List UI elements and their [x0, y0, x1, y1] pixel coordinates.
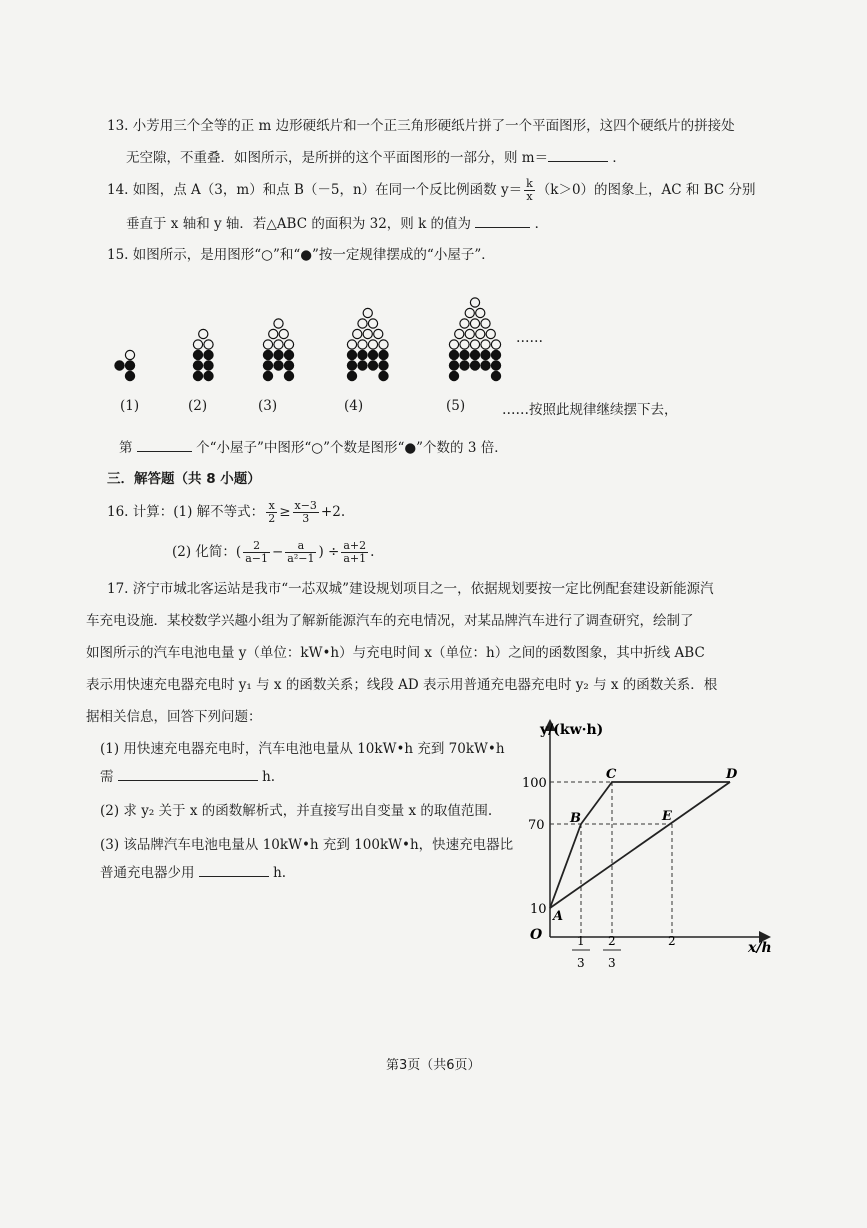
house-5-hollow-dot [470, 340, 479, 349]
q15-label-4: (4) [344, 398, 364, 414]
house-4-hollow-dot [374, 329, 383, 338]
house-3-solid-dot [263, 350, 272, 359]
house-1-solid-dot [115, 361, 124, 370]
q16-p1-frac2-den: 3 [302, 512, 310, 525]
house-5-hollow-dot [476, 308, 485, 317]
x-tick-1-3-num: 1 [577, 934, 585, 948]
house-5-hollow-dot [455, 329, 464, 338]
house-5-solid-dot [470, 350, 479, 359]
q16-p2-frac3-den: a+1 [343, 552, 367, 565]
point-E-label: E [662, 809, 672, 824]
house-4-hollow-dot [347, 340, 356, 349]
q16-p1-frac2-num: x−3 [294, 499, 317, 512]
q16-p2-end: . [370, 544, 375, 560]
q14-fraction [524, 178, 535, 203]
house-5-solid-dot [491, 361, 500, 370]
q16-p2-frac3-num: a+2 [343, 539, 367, 552]
q17-line4: 表示用快速充电器充电时 y₁ 与 x 的函数关系；线段 AD 表示用普通充电器充电时 y₂ 与 x 的函数关系．根 [86, 677, 718, 693]
point-C-label: C [606, 767, 617, 782]
house-4-solid-dot [368, 361, 377, 370]
house-5-hollow-dot [481, 319, 490, 328]
house-3-solid-dot [263, 371, 272, 380]
q16-p2-frac2 [285, 540, 316, 565]
house-2-solid-dot [193, 350, 202, 359]
house-3-hollow-dot [274, 319, 283, 328]
house-3-solid-dot [284, 361, 293, 370]
house-5-solid-dot [491, 371, 500, 380]
q14-line2 [126, 212, 548, 232]
house-2-solid-dot [193, 361, 202, 370]
q17-sub3-answer-blank[interactable] [199, 876, 269, 877]
house-5-solid-dot [460, 350, 469, 359]
q17-sub1-answer-blank[interactable] [118, 780, 258, 781]
house-1-hollow-dot [125, 350, 134, 359]
house-4-solid-dot [347, 361, 356, 370]
house-3-hollow-dot [269, 329, 278, 338]
q16-p2-frac1 [243, 540, 270, 565]
q16-p1-end: +2. [320, 504, 346, 520]
house-4-solid-dot [358, 361, 367, 370]
house-2-hollow-dot [193, 340, 202, 349]
y-tick-70: 70 [528, 818, 545, 833]
q15-label-5: (5) [446, 398, 466, 414]
house-5-solid-dot [470, 361, 479, 370]
house-5-solid-dot [460, 361, 469, 370]
house-3-solid-dot [263, 361, 272, 370]
house-4-solid-dot [347, 350, 356, 359]
section-3-heading: 三．解答题（共 8 小题） [107, 471, 261, 487]
house-3-solid-dot [274, 350, 283, 359]
house-4-hollow-dot [358, 340, 367, 349]
q16-p1-frac1 [266, 500, 277, 525]
q13-line1: 13. 小芳用三个全等的正 m 边形硬纸片和一个正三角形硬纸片拼了一个平面图形，这四个硬纸片的拼接处 [107, 118, 735, 134]
q17-sub1-line1: (1) 用快速充电器充电时，汽车电池电量从 10kW•h 充到 70kW•h [100, 741, 505, 757]
house-4-hollow-dot [368, 319, 377, 328]
q16-p2-frac1-num: 2 [243, 540, 270, 553]
q14-text-a: 14. 如图，点 A（3，m）和点 B（－5，n）在同一个反比例函数 y＝ [107, 182, 523, 198]
q14-line1 [107, 178, 756, 203]
q14-frac-den: x [526, 190, 533, 203]
q15-follow-text: ……按照此规律继续摆下去， [502, 402, 678, 418]
q15-text-b: 个“小屋子”中图形“○”个数是图形“●”个数的 3 倍． [196, 440, 508, 456]
q17-sub3-unit: h. [273, 865, 287, 881]
house-2-solid-dot [193, 371, 202, 380]
q15-line1: 15. 如图所示，是用图形“○”和“●”按一定规律摆成的“小屋子”． [107, 247, 495, 263]
house-4-hollow-dot [363, 308, 372, 317]
house-1-solid-dot [125, 371, 134, 380]
house-5-solid-dot [449, 371, 458, 380]
q15-text-a: 第 [119, 440, 133, 456]
house-5-hollow-dot [481, 340, 490, 349]
q15-label-1: (1) [120, 398, 140, 414]
y-tick-10: 10 [530, 902, 547, 917]
house-5-hollow-dot [465, 329, 474, 338]
y-tick-100: 100 [522, 776, 547, 791]
house-2-solid-dot [204, 350, 213, 359]
origin-label: O [530, 927, 543, 943]
house-5-hollow-dot [465, 308, 474, 317]
house-5-hollow-dot [476, 329, 485, 338]
q16-p2-text: (2) 化简：( [172, 544, 242, 560]
q16-p1-frac1-num: x [266, 500, 277, 513]
house-3-solid-dot [284, 371, 293, 380]
q17-line3: 如图所示的汽车电池电量 y（单位：kW•h）与充电时间 x（单位：h）之间的函数图象，其中折线 ABC [86, 645, 705, 661]
q17-sub3-line2 [100, 861, 286, 881]
q17-line1: 17. 济宁市城北客运站是我市“一芯双城”建设规划项目之一，依据规划要按一定比例配套建设新能源汽 [107, 581, 714, 597]
q15-line3 [119, 436, 508, 456]
house-3-solid-dot [284, 350, 293, 359]
q17-sub3-text: 普通充电器少用 [100, 865, 195, 881]
q15-label-3: (3) [258, 398, 278, 414]
point-A-label: A [553, 909, 564, 924]
q16-p2-frac1-den: a−1 [245, 552, 268, 565]
house-4-hollow-dot [368, 340, 377, 349]
x-tick-1-3-den: 3 [577, 956, 585, 970]
line-AD [550, 782, 730, 908]
house-4-solid-dot [358, 350, 367, 359]
house-2-solid-dot [204, 361, 213, 370]
q14-end: ． [534, 216, 549, 232]
q16-p2-div: ) ÷ [318, 544, 340, 560]
house-4-hollow-dot [358, 319, 367, 328]
q13-answer-blank[interactable] [548, 161, 608, 162]
house-1-solid-dot [125, 361, 134, 370]
house-4-solid-dot [368, 350, 377, 359]
house-5-solid-dot [491, 350, 500, 359]
house-4-solid-dot [379, 350, 388, 359]
q16-p2-frac3 [341, 540, 368, 565]
q17-sub3-line1: (3) 该品牌汽车电池电量从 10kW•h 充到 100kW•h，快速充电器比 [100, 837, 514, 853]
q14-frac-num: k [526, 177, 533, 190]
x-tick-2-3-den: 3 [608, 956, 616, 970]
house-2-solid-dot [204, 371, 213, 380]
q16-part1 [107, 500, 345, 525]
q13-text: 无空隙，不重叠．如图所示，是所拼的这个平面图形的一部分，则 m＝ [126, 150, 549, 166]
house-4-hollow-dot [353, 329, 362, 338]
house-3-hollow-dot [284, 340, 293, 349]
house-5-hollow-dot [486, 329, 495, 338]
house-3-hollow-dot [263, 340, 272, 349]
q16-p2-frac2-num: a [285, 540, 316, 553]
q17-sub1-line2 [100, 765, 275, 785]
house-5-hollow-dot [449, 340, 458, 349]
q17-line5: 据相关信息，回答下列问题： [86, 709, 262, 725]
q17-line2: 车充电设施．某校数学兴趣小组为了解新能源汽车的充电情况，对某品牌汽车进行了调查研究，绘制了 [86, 613, 694, 629]
house-5-solid-dot [481, 350, 490, 359]
q16-p2-frac2-den: a²−1 [287, 552, 315, 565]
q15-answer-blank[interactable] [137, 451, 192, 452]
q16-p1-frac2 [293, 500, 319, 525]
q16-p2-minus: − [271, 544, 284, 560]
q16-p1-frac1-den: 2 [268, 512, 276, 525]
q14-answer-blank[interactable] [475, 227, 530, 228]
house-3-hollow-dot [279, 329, 288, 338]
house-5-hollow-dot [491, 340, 500, 349]
house-4-solid-dot [347, 371, 356, 380]
q17-graph [520, 712, 790, 982]
house-2-hollow-dot [204, 340, 213, 349]
q15-label-2: (2) [188, 398, 208, 414]
q13-line2 [126, 146, 626, 166]
house-4-hollow-dot [363, 329, 372, 338]
q15-ellipsis: …… [516, 330, 543, 346]
house-4-solid-dot [379, 371, 388, 380]
house-5-hollow-dot [470, 298, 479, 307]
house-5-solid-dot [481, 361, 490, 370]
point-D-label: D [726, 767, 738, 782]
y-axis-label: y/(kw·h) [540, 722, 604, 738]
house-4-solid-dot [379, 361, 388, 370]
house-5-hollow-dot [460, 340, 469, 349]
house-5-hollow-dot [470, 319, 479, 328]
house-4-hollow-dot [379, 340, 388, 349]
q14-text: 垂直于 x 轴和 y 轴．若△ABC 的面积为 32，则 k 的值为 [126, 216, 472, 232]
x-tick-2: 2 [668, 934, 676, 948]
house-3-solid-dot [274, 361, 283, 370]
q16-part2 [172, 540, 374, 565]
house-3-hollow-dot [274, 340, 283, 349]
house-5-hollow-dot [460, 319, 469, 328]
house-2-hollow-dot [199, 329, 208, 338]
page-footer: 第3页（共6页） [386, 1058, 481, 1073]
q16-p1-ge: ≥ [279, 504, 291, 520]
house-5-solid-dot [449, 361, 458, 370]
q14-text-b: （k＞0）的图象上，AC 和 BC 分别 [536, 182, 756, 198]
q13-end: ． [612, 150, 626, 166]
q16-p1-text: 16. 计算：(1) 解不等式： [107, 504, 265, 520]
point-B-label: B [570, 811, 581, 826]
q17-sub1-text: 需 [100, 769, 114, 785]
q15-houses-figure [100, 280, 520, 390]
q17-sub1-unit: h. [262, 769, 276, 785]
x-axis-label: x/h [748, 940, 772, 956]
house-5-solid-dot [449, 350, 458, 359]
x-tick-2-3-num: 2 [608, 934, 616, 948]
q17-sub2: (2) 求 y₂ 关于 x 的函数解析式，并直接写出自变量 x 的取值范围. [100, 803, 493, 819]
